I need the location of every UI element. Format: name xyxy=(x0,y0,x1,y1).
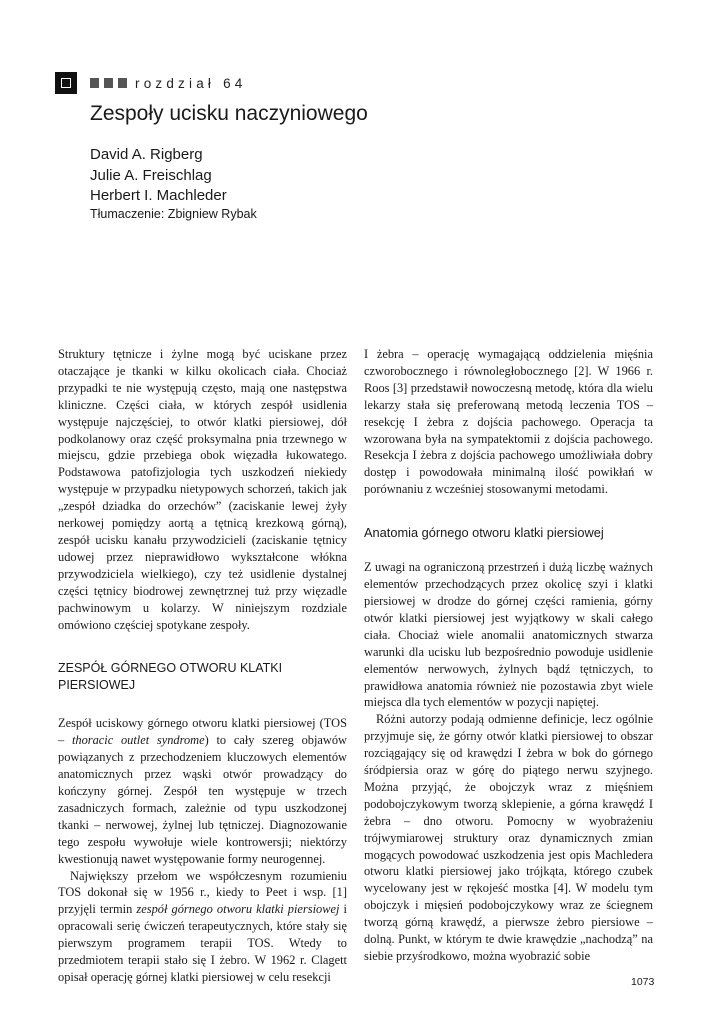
left-column xyxy=(58,346,347,986)
square-icon xyxy=(104,78,113,88)
author: David A. Rigberg xyxy=(90,146,203,163)
author: Julie A. Freischlag xyxy=(90,166,212,184)
translator-credit: Tłumaczenie: Zbigniew Rybak xyxy=(90,207,257,221)
body-paragraph: Zespół uciskowy górnego otworu klatki piersiowej (TOS – thoracic outlet syndrome) to cały szereg objawów powiązanych z przechodzeniem kluczowych elementów anatomicznych przez wąski otwór prowadzący do kończyny górnej. Zespół ten występuje w trzech zasadniczych formach, zależnie od typu uszkodzonej tkanki – nerwowej, żylnej lub tętniczej. Diagnozowanie tego zespołu wywołuje wiele kontrowersji; niektórzy kwestionują nawet występowanie formy neurogennej. xyxy=(58,716,348,866)
chapter-line xyxy=(90,74,247,92)
body-paragraph: Z uwagi na ograniczoną przestrzeń i dużą liczbę ważnych elementów przechodzących przez okolicę szyi i klatki piersiowej w drodze do górnej części ramienia, górny otwór klatki piersiowej jest wyjątkowy w skali całego ciała. Chociaż wiele anomalii anatomicznych stwarza warunki dla ucisku lub bezpośrednio powoduje usidlenie elementów nerwowych, żylnych bądź tętniczych, to prawidłowa anatomia również nie pozostawia zbyt wiele miejsca dla tych elementów w pozycji napiętej. xyxy=(364,560,653,710)
italic-term: thoracic outlet syndrome xyxy=(71,733,205,748)
italic-term: zespół górnego otworu klatki piersiowej xyxy=(136,902,340,917)
continuation-paragraph: I żebra – operację wymagającą oddzielenia mięśnia czworobocznego i równoległobocznego [2]. W 1966 r. Roos [3] przedstawił nowoczesną metodę, która dla wielu lekarzy stała się preferowaną metodą leczenia TOS – resekcję I żebra z dojścia pachowego. Operacja ta wzorowana była na sympatektomii z dojścia pachowego. Resekcja I żebra z dojścia pachowego umożliwiała dobry dostęp i powodowała minimalną ilość powikłań w porównaniu z wcześniej stosowanymi metodami. xyxy=(364,347,653,497)
page-number: 1073 xyxy=(631,976,655,988)
right-column xyxy=(364,346,653,965)
section-heading: ZESPÓŁ GÓRNEGO OTWORU KLATKI PIERSIOWEJ xyxy=(58,661,283,692)
author: Herbert I. Machleder xyxy=(90,187,227,204)
chapter-marker-icon xyxy=(55,72,77,94)
chapter-title: Zespoły ucisku naczyniowego xyxy=(90,102,368,125)
subsection-heading: Anatomia górnego otworu klatki piersiowej xyxy=(364,525,604,541)
square-icon xyxy=(90,78,99,88)
body-paragraph: Różni autorzy podają odmienne definicje, lecz ogólnie przyjmuje się, że górny otwór klatki piersiowej to obszar rozciągający się od krawędzi I żebra w bok do górnego śródpiersia oraz w górę do piątego nerwu szyjnego. Można przyjąć, że obojczyk wraz z mięśniem podobojczykowym tworzą sklepienie, a górna krawędź I żebra – dno otworu. Pomocny w wyobrażeniu trójwymiarowej struktury oraz dynamicznych zmian mogących powodować uszkodzenia jest opis Machledera otworu klatki piersiowej jako trójkąta, którego czubek wycelowany jest w rękojeść mostka [4]. W modelu tym obojczyk i mięsień podobojczykowy wraz ze ściegnem tworzą górną krawędź, a pierwsze żebro piersiowe – dolną. Punkt, w którym te dwie krawędzie „nachodzą” na siebie przyśrodkowo, można wyobrazić sobie xyxy=(364,712,653,963)
body-paragraph: Największy przełom we współczesnym rozumieniu TOS dokonał się w 1956 r., kiedy to Peet i wsp. [1] przyjęli termin zespół górnego otworu klatki piersiowej i opracowali serię ćwiczeń terapeutycznych, które stały się pierwszym programem terapii TOS. Wtedy to przedmiotem terapii stało się I żebro. W 1962 r. Clagett opisał operację górnej klatki piersiowej w celu resekcji xyxy=(58,868,347,984)
intro-paragraph: Struktury tętnicze i żylne mogą być uciskane przez otaczające je tkanki w kilku okolicach ciała. Chociaż przypadki te nie występują często, mają one następstwa kliniczne. Części ciała, w których zespół usidlenia występuje najczęściej, to otwór klatki piersiowej, dół podkolanowy oraz część proksymalna pnia trzewnego w miejscu, gdzie przebiega obok więzadła łukowatego. Podstawowa patofizjologia tych uszkodzeń niekiedy występuje w przypadku nietypowych schorzeń, takich jak „zespół dziadka do orzechów” (zaciskanie lewej żyły nerkowej pomiędzy aortą a tętnicą krezkową górną), zespół ucisku kanału przywodzicieli (zaciskanie tętnicy udowej przez nieprawidłowo wykształcone włókna przywodziciela wielkiego), czy też usidlenie dystalnej części tętnicy biodrowej zewnętrznej tuż przy więzadle pachwinowym u kolarzy. W niniejszym rozdziale omówiono częściej spotykane zespoły. xyxy=(58,347,347,632)
author-list xyxy=(90,145,227,207)
chapter-label: rozdział 64 xyxy=(135,75,247,91)
square-icon xyxy=(118,78,127,88)
